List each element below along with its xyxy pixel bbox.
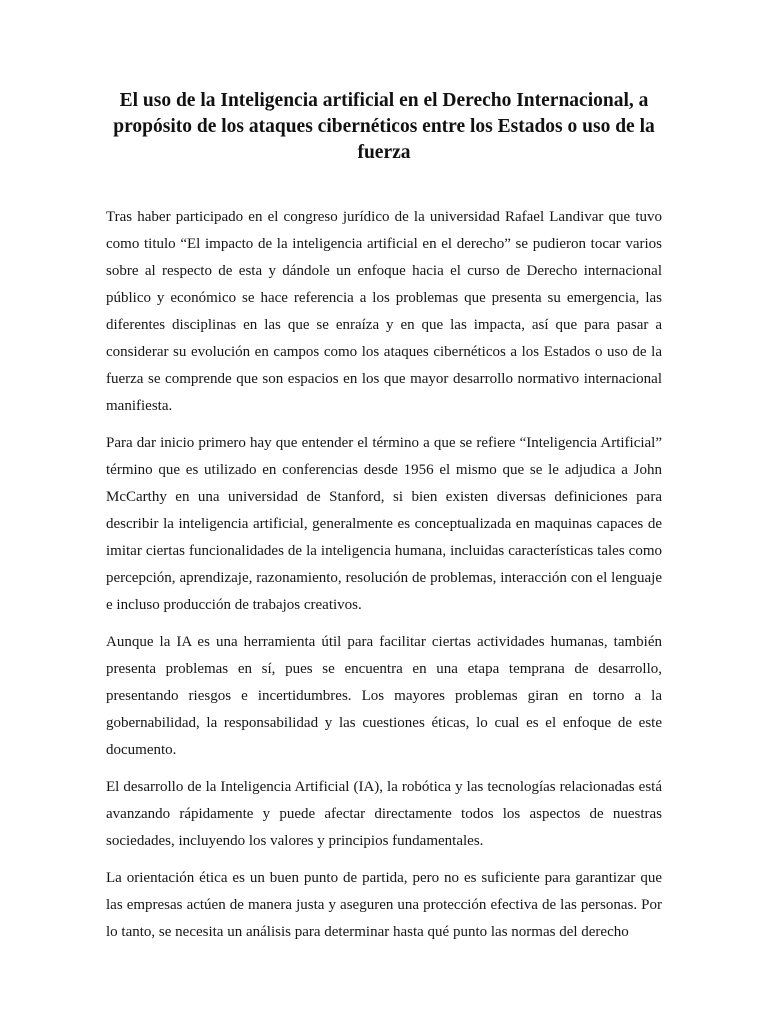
paragraph-1: Tras haber participado en el congreso jurídico de la universidad Rafael Landivar que tuvo como titulo “El impacto de la inteligencia artificial en el derecho” se pudieron tocar varios sobre al respecto de esta y dándole un enfoque hacia el curso de Derecho internacional público y económico se hace referencia a los problemas que presenta su emergencia, las diferentes disciplinas en las que se enraíza y en que las impacta, así que para pasar a considerar su evolución en campos como los ataques cibernéticos a los Estados o uso de la fuerza se comprende que son espacios en los que mayor desarrollo normativo internacional manifiesta. xyxy=(106,209,662,414)
paragraph-2: Para dar inicio primero hay que entender el término a que se refiere “Inteligencia Artificial” término que es utilizado en conferencias desde 1956 el mismo que se le adjudica a John McCarthy en una universidad de Stanford, si bien existen diversas definiciones para describir la inteligencia artificial, generalmente es conceptualizada en maquinas capaces de imitar ciertas funcionalidades de la inteligencia humana, incluidas características tales como percepción, aprendizaje, razonamiento, resolución de problemas, interacción con el lenguaje e incluso producción de trabajos creativos. xyxy=(106,435,662,613)
paragraph-3: Aunque la IA es una herramienta útil para facilitar ciertas actividades humanas, también presenta problemas en sí, pues se encuentra en una etapa temprana de desarrollo, presentando riesgos e incertidumbres. Los mayores problemas giran en torno a la gobernabilidad, la responsabilidad y las cuestiones éticas, lo cual es el enfoque de este documento. xyxy=(106,634,662,758)
document-title: El uso de la Inteligencia artificial en el Derecho Internacional, a propósito de los ataques cibernéticos entre los Estados o uso de la fuerza xyxy=(113,90,655,163)
document-body xyxy=(106,204,662,956)
paragraph-5: La orientación ética es un buen punto de partida, pero no es suficiente para garantizar que las empresas actúen de manera justa y aseguren una protección efectiva de las personas. Por lo tanto, se necesita un análisis para determinar hasta qué punto las normas del derecho xyxy=(106,870,662,940)
paragraph-4: El desarrollo de la Inteligencia Artificial (IA), la robótica y las tecnologías relacionadas está avanzando rápidamente y puede afectar directamente todos los aspectos de nuestras sociedades, incluyendo los valores y principios fundamentales. xyxy=(106,779,662,849)
